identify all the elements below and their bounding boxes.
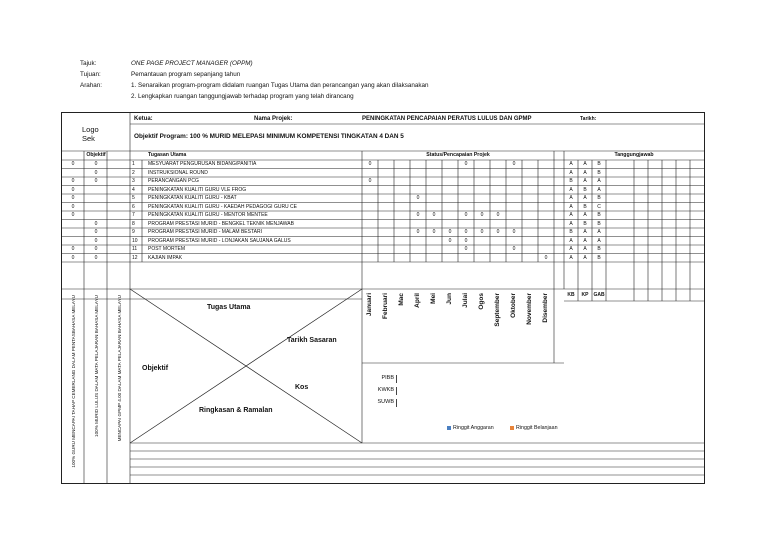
cost-axis-tick bbox=[396, 387, 397, 395]
objective-mark: 0 bbox=[71, 203, 75, 210]
task-number: 11 bbox=[132, 246, 138, 252]
task-number: 6 bbox=[132, 203, 135, 210]
role-mark: B bbox=[597, 195, 601, 201]
role-mark: A bbox=[583, 254, 587, 261]
status-mark: 0 bbox=[464, 229, 468, 235]
legend-swatch bbox=[447, 426, 451, 430]
status-mark: 0 bbox=[368, 178, 372, 184]
task-number: 5 bbox=[132, 195, 135, 201]
oppm-form bbox=[61, 112, 705, 484]
role-mark: B bbox=[597, 246, 601, 252]
status-mark: 0 bbox=[464, 237, 468, 244]
header-row bbox=[80, 58, 680, 69]
role-mark: A bbox=[569, 246, 573, 252]
month-header: Mac bbox=[398, 293, 405, 306]
month-header: September bbox=[494, 293, 501, 327]
objektif-program: Objektif Program: 100 % MURID MELEPASI MINIMUM KOMPETENSI TINGKATAN 4 DAN 5 bbox=[134, 133, 404, 140]
task-number: 1 bbox=[132, 161, 135, 167]
task-name: PENINGKATAN KUALITI GURU VLE FROG bbox=[148, 186, 247, 193]
role-mark: B bbox=[597, 161, 601, 167]
header-row bbox=[80, 69, 680, 80]
task-row bbox=[62, 186, 704, 195]
legend-label: Ringgit Belanjaan bbox=[516, 425, 558, 431]
role-mark: B bbox=[569, 178, 573, 184]
status-mark: 0 bbox=[432, 212, 436, 218]
tarikh-sasaran-label: Tarikh Sasaran bbox=[287, 337, 337, 344]
legend-entry bbox=[447, 425, 494, 431]
task-name: KAJIAN IMPAK bbox=[148, 254, 183, 261]
task-number: 3 bbox=[132, 178, 135, 184]
status-mark: 0 bbox=[464, 212, 468, 218]
role-mark: A bbox=[583, 178, 587, 184]
legend-swatch bbox=[510, 426, 514, 430]
objective-text: 100% GURU MENCAPAI TAHAP CEMERLANG DALAM PENTASBAHASA MELAYU bbox=[71, 295, 76, 468]
task-row bbox=[62, 211, 704, 220]
task-row bbox=[62, 220, 704, 229]
task-name: PENINGKATAN KUALITI GURU - KBAT bbox=[148, 195, 237, 201]
objective-mark: 0 bbox=[71, 178, 75, 184]
status-mark: 0 bbox=[368, 161, 372, 167]
month-header: Jun bbox=[446, 293, 453, 305]
task-number: 7 bbox=[132, 212, 135, 218]
month-header: Januari bbox=[366, 293, 373, 317]
objective-text: MENCAPAI GPMP 4.00 DALAM MATA PELAJARAN BAHASA MELAYU bbox=[117, 295, 122, 442]
status-mark: 0 bbox=[416, 212, 420, 218]
status-column-header: Status/Pencapaian Projek bbox=[426, 152, 490, 158]
status-mark: 0 bbox=[512, 246, 516, 252]
header-row bbox=[80, 91, 680, 102]
role-mark: A bbox=[569, 254, 573, 261]
task-name: PROGRAM PRESTASI MURID - BENGKEL TEKNIK MENJAWAB bbox=[148, 220, 294, 227]
status-mark: 0 bbox=[512, 161, 516, 167]
logo-label: Logo bbox=[82, 125, 99, 134]
role-mark: A bbox=[569, 212, 573, 218]
task-row bbox=[62, 228, 704, 237]
task-number: 12 bbox=[132, 254, 138, 261]
status-mark: 0 bbox=[416, 229, 420, 235]
cost-axis-tick bbox=[396, 375, 397, 383]
tugas-utama-label: Tugas Utama bbox=[207, 304, 251, 311]
role-mark: B bbox=[569, 229, 573, 235]
role-mark: A bbox=[597, 186, 601, 193]
status-mark: 0 bbox=[496, 229, 500, 235]
legend-entry bbox=[510, 425, 558, 431]
role-mark: A bbox=[569, 237, 573, 244]
task-name: MESYUARAT PENGURUSAN BIDANG/PANITIA bbox=[148, 161, 257, 167]
month-header: Disember bbox=[542, 293, 549, 323]
role-mark: A bbox=[569, 195, 573, 201]
header-key: Arahan: bbox=[80, 82, 103, 89]
role-mark: A bbox=[569, 220, 573, 227]
header-value: ONE PAGE PROJECT MANAGER (OPPM) bbox=[131, 60, 253, 67]
task-name: PENINGKATAN KUALITI GURU - MENTOR MENTEE bbox=[148, 212, 268, 218]
role-mark: A bbox=[583, 161, 587, 167]
header-key: Tujuan: bbox=[80, 71, 101, 78]
status-mark: 0 bbox=[512, 229, 516, 235]
task-row bbox=[62, 245, 704, 254]
role-header: KP bbox=[581, 292, 589, 298]
role-mark: A bbox=[569, 169, 573, 176]
task-name: PERANCANGAN PCG bbox=[148, 178, 199, 184]
sek-label: Sek bbox=[82, 134, 95, 143]
status-mark: 0 bbox=[448, 237, 452, 244]
objective-mark: 0 bbox=[71, 186, 75, 193]
objective-mark: 0 bbox=[71, 246, 75, 252]
objective-mark: 0 bbox=[94, 237, 98, 244]
role-mark: A bbox=[569, 203, 573, 210]
header-value: 1. Senaraikan program-program didalam ruangan Tugas Utama dan perancangan yang akan dilaksanakan bbox=[131, 82, 429, 89]
header-key: Tajuk: bbox=[80, 60, 97, 67]
role-mark: A bbox=[583, 169, 587, 176]
role-mark: A bbox=[583, 237, 587, 244]
role-mark: B bbox=[597, 220, 601, 227]
status-mark: 0 bbox=[432, 229, 436, 235]
task-row bbox=[62, 254, 704, 263]
task-name: PROGRAM PRESTASI MURID - MALAM BESTARI bbox=[148, 229, 262, 235]
objective-mark: 0 bbox=[94, 169, 98, 176]
role-mark: B bbox=[597, 254, 601, 261]
status-mark: 0 bbox=[464, 246, 468, 252]
tanggungjawab-column-header: Tanggungjawab bbox=[614, 152, 654, 158]
role-mark: B bbox=[583, 220, 587, 227]
month-header: Februari bbox=[382, 293, 389, 320]
objective-mark: 0 bbox=[94, 254, 98, 261]
status-mark: 0 bbox=[480, 229, 484, 235]
status-mark: 0 bbox=[496, 212, 500, 218]
role-mark: A bbox=[597, 229, 601, 235]
task-row bbox=[62, 169, 704, 178]
cost-row-label: SUWB bbox=[377, 399, 394, 405]
status-mark: 0 bbox=[448, 229, 452, 235]
task-number: 8 bbox=[132, 220, 135, 227]
objektif-column-header: Objektif bbox=[86, 152, 106, 158]
objective-mark: 0 bbox=[71, 161, 75, 167]
task-number: 4 bbox=[132, 186, 135, 193]
objective-mark: 0 bbox=[94, 178, 98, 184]
role-mark: A bbox=[583, 195, 587, 201]
role-mark: A bbox=[569, 186, 573, 193]
nama-projek-label: Nama Projek: bbox=[254, 116, 293, 122]
month-header: Mei bbox=[430, 293, 437, 304]
status-mark: 0 bbox=[416, 195, 420, 201]
month-header: Julai bbox=[462, 293, 469, 308]
objective-mark: 0 bbox=[71, 254, 75, 261]
role-header: GAB bbox=[593, 292, 605, 298]
role-mark: A bbox=[569, 161, 573, 167]
task-number: 10 bbox=[132, 237, 138, 244]
objective-text: 100% MURID LULUS DALAM MATA PELAJARAN BAHASA MELAYU bbox=[94, 295, 99, 437]
role-mark: C bbox=[597, 203, 601, 210]
task-row bbox=[62, 194, 704, 203]
task-row bbox=[62, 160, 704, 169]
task-name: PENINGKATAN KUALITI GURU - KAEDAH PEDAGOGI GURU CE bbox=[148, 203, 298, 210]
header-value: Pemantauan program sepanjang tahun bbox=[131, 71, 241, 78]
role-mark: A bbox=[597, 237, 601, 244]
objective-mark: 0 bbox=[94, 161, 98, 167]
role-header: KB bbox=[567, 292, 575, 298]
objektif-label: Objektif bbox=[142, 365, 169, 372]
cost-row-label: PIBB bbox=[381, 375, 394, 381]
cost-row-label: KWKB bbox=[377, 387, 394, 393]
objective-mark: 0 bbox=[94, 229, 98, 235]
kos-label: Kos bbox=[295, 384, 309, 391]
task-number: 2 bbox=[132, 169, 135, 176]
status-mark: 0 bbox=[544, 254, 548, 261]
role-mark: B bbox=[583, 203, 587, 210]
cost-axis-tick bbox=[396, 399, 397, 407]
objective-mark: 0 bbox=[94, 246, 98, 252]
role-mark: B bbox=[597, 169, 601, 176]
role-mark: A bbox=[583, 212, 587, 218]
status-mark: 0 bbox=[480, 212, 484, 218]
objective-mark: 0 bbox=[94, 220, 98, 227]
role-mark: A bbox=[583, 246, 587, 252]
status-mark: 0 bbox=[464, 161, 468, 167]
ringkasan-label: Ringkasan & Ramalan bbox=[199, 407, 273, 414]
role-mark: A bbox=[597, 178, 601, 184]
nama-projek-value: PENINGKATAN PENCAPAIAN PERATUS LULUS DAN GPMP bbox=[362, 116, 532, 122]
month-header: Ogos bbox=[478, 293, 485, 310]
month-header: April bbox=[414, 293, 421, 308]
task-name: POST MORTEM bbox=[148, 246, 186, 252]
header-value: 2. Lengkapkan ruangan tanggungjawab terhadap program yang telah dirancang bbox=[131, 93, 354, 100]
month-header: November bbox=[526, 293, 533, 325]
task-name: INSTRUKSIONAL ROUND bbox=[148, 169, 208, 176]
task-row bbox=[62, 203, 704, 212]
month-header: Oktober bbox=[510, 293, 517, 318]
legend-label: Ringgit Anggaran bbox=[453, 425, 494, 431]
task-row bbox=[62, 177, 704, 186]
objective-mark: 0 bbox=[71, 212, 75, 218]
header-row bbox=[80, 80, 680, 91]
tugasan-utama-column-header: Tugasan Utama bbox=[148, 152, 187, 158]
task-name: PROGRAM PRESTASI MURID - LONJAKAN SAUJANA GALUS bbox=[148, 237, 291, 244]
task-row bbox=[62, 237, 704, 246]
task-number: 9 bbox=[132, 229, 135, 235]
objective-mark: 0 bbox=[71, 195, 75, 201]
role-mark: B bbox=[583, 186, 587, 193]
ketua-label: Ketua: bbox=[134, 116, 153, 122]
role-mark: A bbox=[583, 229, 587, 235]
role-mark: B bbox=[597, 212, 601, 218]
tarikh-label: Tarikh: bbox=[580, 116, 597, 122]
